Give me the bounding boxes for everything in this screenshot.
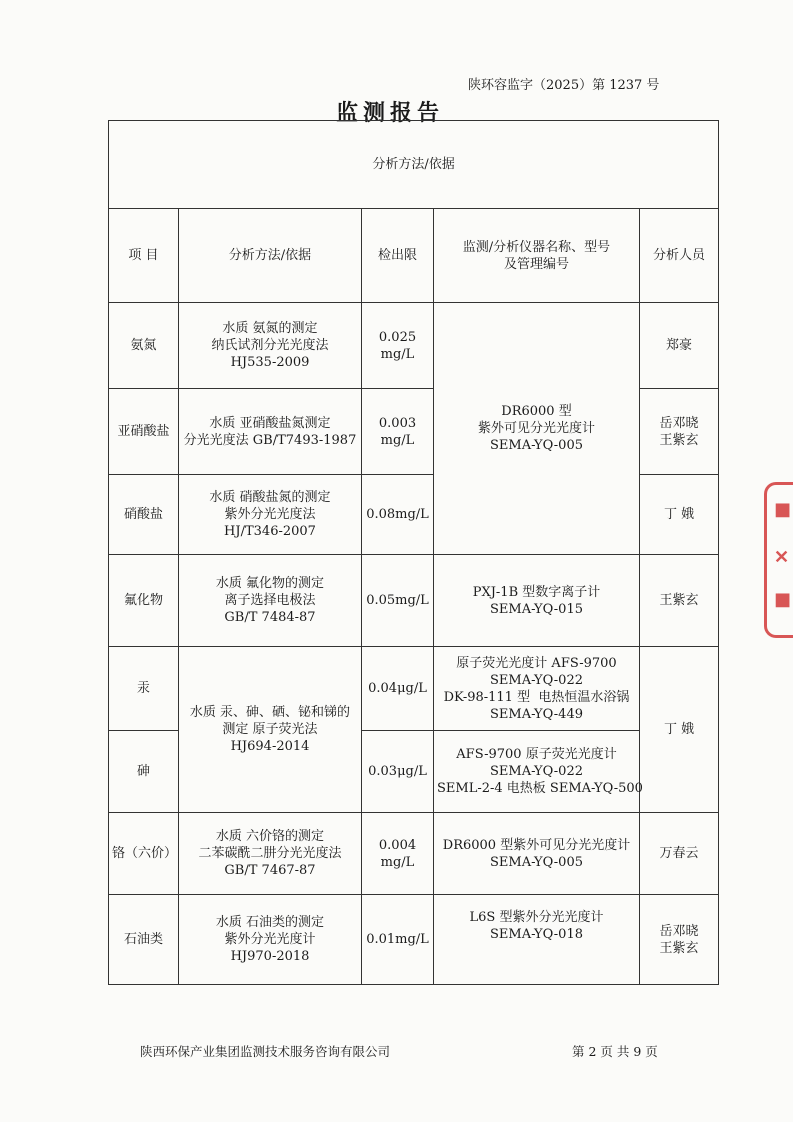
row-instrument bbox=[434, 555, 640, 647]
method-line: 测定 原子荧光法 bbox=[222, 722, 318, 737]
method-line: 离子选择电极法 bbox=[224, 593, 316, 608]
column-header-limit: 检出限 bbox=[362, 209, 434, 303]
method-line: HJ/T346-2007 bbox=[224, 524, 316, 539]
row-instrument bbox=[434, 895, 640, 985]
analyst-name: 郑豪 bbox=[666, 338, 693, 353]
instrument-line: DK-98-111 型 电热恒温水浴锅 bbox=[443, 689, 630, 705]
instrument-line: SEMA-YQ-022 bbox=[490, 764, 583, 779]
limit-value: 0.05mg/L bbox=[366, 593, 429, 608]
row-method bbox=[179, 475, 362, 555]
instrument-header-line-1: 监测/分析仪器名称、型号 bbox=[462, 239, 611, 255]
row-method bbox=[179, 895, 362, 985]
limit-value: 0.04μg/L bbox=[368, 681, 427, 696]
method-line: HJ535-2009 bbox=[230, 355, 310, 370]
row-limit bbox=[362, 647, 434, 731]
seal-mark: ■ bbox=[774, 589, 792, 610]
row-limit bbox=[362, 389, 434, 475]
instrument-line: SEMA-YQ-015 bbox=[490, 601, 583, 617]
analyst-name: 王紫玄 bbox=[659, 432, 699, 448]
shared-method-hg-as bbox=[179, 647, 362, 813]
table-row bbox=[109, 647, 719, 731]
row-instrument bbox=[434, 813, 640, 895]
method-line: HJ970-2018 bbox=[230, 949, 310, 964]
instrument-line: SEMA-YQ-022 bbox=[490, 672, 583, 688]
instrument-line: SEMA-YQ-018 bbox=[490, 927, 583, 942]
limit-value: 0.03μg/L bbox=[368, 764, 427, 779]
row-limit bbox=[362, 895, 434, 985]
column-header-instrument bbox=[434, 209, 640, 303]
method-line: 纳氏试剂分光光度法 bbox=[211, 338, 329, 353]
row-limit bbox=[362, 731, 434, 813]
table-row bbox=[109, 303, 719, 389]
report-number: 陕环容监字（2025）第 1237 号 bbox=[468, 78, 660, 93]
row-item: 硝酸盐 bbox=[109, 475, 179, 555]
row-analyst bbox=[640, 303, 719, 389]
row-item: 氨氮 bbox=[109, 303, 179, 389]
row-limit bbox=[362, 813, 434, 895]
instrument-line: DR6000 型 bbox=[501, 404, 572, 419]
row-item: 砷 bbox=[109, 731, 179, 813]
row-method bbox=[179, 813, 362, 895]
method-line: 水质 氟化物的测定 bbox=[215, 576, 325, 591]
limit-value: 0.004 bbox=[378, 837, 417, 853]
row-limit bbox=[362, 475, 434, 555]
method-line: 二苯碳酰二肼分光光度法 bbox=[198, 846, 342, 861]
table-section-header-row bbox=[109, 121, 719, 209]
section-title: 分析方法/依据 bbox=[109, 121, 719, 209]
method-line: GB/T 7467-87 bbox=[224, 863, 316, 878]
limit-value: 0.08mg/L bbox=[366, 507, 429, 522]
instrument-line: SEMA-YQ-449 bbox=[490, 706, 583, 722]
analyst-name: 王紫玄 bbox=[659, 940, 699, 956]
method-line: 水质 石油类的测定 bbox=[215, 915, 325, 930]
instrument-line: SEML-2-4 电热板 SEMA-YQ-500 bbox=[437, 781, 643, 796]
instrument-line: PXJ-1B 型数字离子计 bbox=[472, 584, 601, 600]
row-limit bbox=[362, 303, 434, 389]
row-method bbox=[179, 555, 362, 647]
analyst-name: 岳邓晓 bbox=[659, 415, 699, 431]
method-line: 紫外分光光度计 bbox=[224, 932, 316, 947]
method-line: HJ694-2014 bbox=[230, 739, 310, 754]
row-item: 亚硝酸盐 bbox=[109, 389, 179, 475]
analyst-name: 王紫玄 bbox=[659, 593, 699, 608]
seal-mark: ✕ bbox=[774, 547, 790, 568]
analyst-name: 丁 娥 bbox=[663, 507, 695, 522]
table-row bbox=[109, 555, 719, 647]
analyst-name: 岳邓晓 bbox=[659, 923, 699, 939]
instrument-line: 紫外可见分光光度计 bbox=[477, 421, 595, 436]
table-column-header-row bbox=[109, 209, 719, 303]
column-header-method: 分析方法/依据 bbox=[179, 209, 362, 303]
method-line: 水质 亚硝酸盐氮测定 bbox=[209, 415, 331, 431]
page-number: 第 2 页 共 9 页 bbox=[572, 1044, 658, 1059]
shared-analyst-hg-as: 丁 娥 bbox=[640, 647, 719, 813]
method-line: GB/T 7484-87 bbox=[224, 610, 316, 625]
row-method bbox=[179, 389, 362, 475]
monitoring-method-table bbox=[108, 120, 719, 985]
method-line: 水质 氨氮的测定 bbox=[222, 321, 318, 336]
method-line: 分光光度法 GB/T7493-1987 bbox=[183, 432, 357, 448]
seal-mark: ■ bbox=[774, 499, 792, 520]
instrument-line: SEMA-YQ-005 bbox=[490, 438, 583, 453]
company-name: 陕西环保产业集团监测技术服务咨询有限公司 bbox=[140, 1044, 391, 1059]
row-limit bbox=[362, 555, 434, 647]
table-row bbox=[109, 813, 719, 895]
limit-value: 0.003 bbox=[378, 415, 417, 431]
row-item: 汞 bbox=[109, 647, 179, 731]
row-instrument bbox=[434, 731, 643, 813]
shared-instrument-dr6000 bbox=[434, 303, 640, 555]
row-analyst bbox=[640, 475, 719, 555]
row-analyst bbox=[640, 555, 719, 647]
limit-unit: mg/L bbox=[380, 854, 415, 870]
analyst-name: 万春云 bbox=[659, 846, 699, 861]
method-line: 水质 汞、砷、硒、铋和锑的 bbox=[189, 705, 351, 720]
row-item: 石油类 bbox=[109, 895, 179, 985]
instrument-line: AFS-9700 原子荧光光度计 bbox=[456, 747, 617, 762]
instrument-header-line-2: 及管理编号 bbox=[503, 256, 569, 272]
method-line: 紫外分光光度法 bbox=[224, 507, 316, 522]
limit-value: 0.025 bbox=[378, 329, 417, 345]
row-method bbox=[179, 303, 362, 389]
limit-unit: mg/L bbox=[380, 346, 415, 362]
column-header-analyst: 分析人员 bbox=[640, 209, 719, 303]
method-line: 水质 六价铬的测定 bbox=[215, 829, 325, 844]
column-header-item: 项 目 bbox=[109, 209, 179, 303]
instrument-line: SEMA-YQ-005 bbox=[490, 854, 583, 870]
row-analyst bbox=[640, 813, 719, 895]
row-analyst bbox=[640, 895, 719, 985]
row-item: 氟化物 bbox=[109, 555, 179, 647]
limit-value: 0.01mg/L bbox=[366, 932, 429, 947]
instrument-line: DR6000 型紫外可见分光光度计 bbox=[442, 837, 631, 853]
row-instrument bbox=[434, 647, 640, 731]
instrument-line: L6S 型紫外分光光度计 bbox=[469, 910, 604, 925]
instrument-line: 原子荧光光度计 AFS-9700 bbox=[456, 655, 617, 671]
method-line: 水质 硝酸盐氮的测定 bbox=[209, 490, 331, 505]
row-analyst bbox=[640, 389, 719, 475]
row-item: 铬（六价） bbox=[109, 813, 179, 895]
page-title: 监测报告 bbox=[336, 100, 445, 126]
table-row bbox=[109, 895, 719, 985]
limit-unit: mg/L bbox=[380, 432, 415, 448]
seal-stamp bbox=[764, 482, 793, 638]
